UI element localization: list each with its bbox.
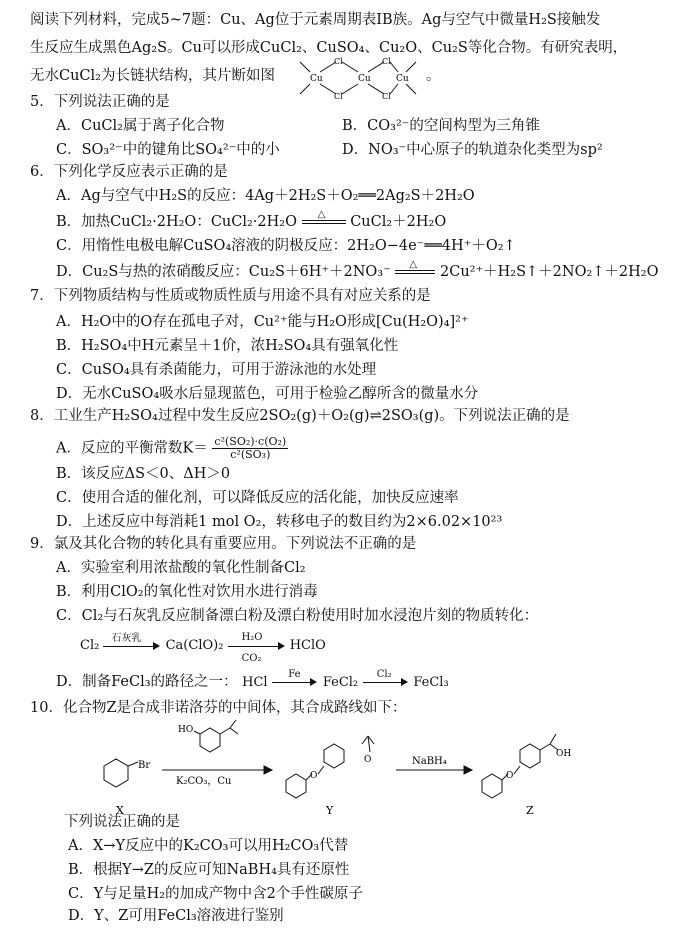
chain-cu-3: Cu bbox=[396, 74, 409, 84]
q6-b-right: CuCl₂＋2H₂O bbox=[350, 214, 447, 230]
y-label: Y bbox=[326, 804, 334, 817]
q6-stem: 6．下列化学反应表示正确的是 bbox=[30, 164, 228, 180]
arrow-label-co2: CO₂ bbox=[241, 652, 262, 664]
q9-c-arrow-1 bbox=[103, 632, 161, 653]
q9-stem: 9．氯及其化合物的转化具有重要应用。下列说法不正确的是 bbox=[30, 536, 417, 552]
q9-d-species-1: HCl bbox=[242, 675, 268, 690]
q6-option-d bbox=[56, 259, 659, 282]
fraction-denominator: c²(SO₃) bbox=[230, 448, 271, 461]
z-ether-o: O bbox=[506, 771, 514, 781]
q8-option-a bbox=[56, 436, 288, 461]
q7-option-d: D．无水CuSO₄吸水后显现蓝色，可用于检验乙醇所含的微量水分 bbox=[56, 386, 479, 402]
q10-option-a: A．X→Y反应中的K₂CO₃可以用H₂CO₃代替 bbox=[68, 838, 349, 854]
q6-option-b bbox=[56, 209, 447, 232]
reagent-k2co3-cu: K₂CO₃，Cu bbox=[176, 776, 232, 787]
x-benzene-ring bbox=[104, 759, 128, 787]
arrow-label-cl2: Cl₂ bbox=[376, 669, 392, 680]
q8-a-prefix: A．反应的平衡常数K＝ bbox=[56, 440, 208, 457]
q9-d-arrow-1 bbox=[272, 669, 318, 689]
q5-option-d: D．NO₃⁻中心原子的轨道杂化类型为sp² bbox=[342, 142, 603, 158]
z-ring-2 bbox=[520, 744, 540, 768]
q5-option-b: B．CO₃²⁻的空间构型为三角锥 bbox=[342, 118, 540, 134]
y-ether-o: O bbox=[310, 771, 318, 781]
q9-d-arrow-2 bbox=[363, 669, 409, 689]
q8-option-b: B．该反应ΔS＜0、ΔH＞0 bbox=[56, 466, 231, 482]
q10-option-b: B．根据Y→Z的反应可知NaBH₄具有还原性 bbox=[68, 862, 350, 878]
q9-c-species-2: Ca(ClO)₂ bbox=[165, 638, 224, 653]
chain-cl-1: Cl bbox=[334, 57, 343, 66]
q10-stem: 10．化合物Z是合成非诺洛芬的中间体，其合成路线如下： bbox=[30, 700, 407, 716]
intro-line-1: 阅读下列材料，完成5~7题：Cu、Ag位于元素周期表IB族。Ag与空气中微量H₂S接触发 bbox=[30, 12, 601, 28]
q8-a-fraction bbox=[212, 436, 288, 461]
x-br-label: Br bbox=[138, 760, 151, 771]
q6-option-c: C．用惰性电极电解CuSO₄溶液的阴极反应：2H₂O−4e⁻══4H⁺＋O₂↑ bbox=[56, 238, 516, 254]
q5-stem: 5．下列说法正确的是 bbox=[30, 94, 170, 110]
q9-d-species-3: FeCl₃ bbox=[413, 675, 449, 690]
y-carbonyl-o: O bbox=[364, 755, 372, 765]
reagent-benzene-ring bbox=[200, 728, 220, 752]
reagent-ho-label: HO bbox=[178, 725, 194, 735]
q7-option-c: C．CuSO₄具有杀菌能力，可用于游泳池的水处理 bbox=[56, 362, 377, 378]
chain-cl-3: Cl bbox=[382, 57, 391, 66]
q6-d-right: 2Cu²⁺＋H₂S↑＋2NO₂↑＋2H₂O bbox=[440, 264, 659, 280]
z-oh-label: OH bbox=[556, 749, 572, 759]
chain-cl-2: Cl bbox=[334, 92, 343, 100]
intro-line-3: 无水CuCl₂为长链状结构，其片断如图 bbox=[30, 68, 275, 84]
arrow-label-h2o: H₂O bbox=[241, 631, 263, 643]
heat-symbol-d: △ bbox=[409, 259, 418, 270]
y-ring-2 bbox=[324, 744, 344, 768]
heat-symbol: △ bbox=[317, 209, 326, 220]
q7-stem: 7．下列物质结构与性质或物质性质与用途不具有对应关系的是 bbox=[30, 288, 431, 304]
q10-option-c: C．Y与足量H₂的加成产物中含2个手性碳原子 bbox=[68, 886, 363, 902]
q10-option-d: D．Y、Z可用FeCl₃溶液进行鉴别 bbox=[68, 908, 284, 924]
q9-option-b: B．利用ClO₂的氧化性对饮用水进行消毒 bbox=[56, 584, 318, 600]
q9-c-species-3: HClO bbox=[289, 638, 326, 653]
y-ring-1 bbox=[286, 774, 306, 798]
x-label: X bbox=[116, 804, 124, 817]
reagent-nabh4: NaBH₄ bbox=[412, 756, 447, 767]
cucl2-chain-figure bbox=[298, 56, 418, 100]
arrow-label-fe: Fe bbox=[288, 669, 301, 680]
chain-cu-2: Cu bbox=[358, 74, 371, 84]
q6-d-left: D．Cu₂S与热的浓硝酸反应：Cu₂S＋6H⁺＋2NO₃⁻ bbox=[56, 264, 391, 280]
intro-line-2: 生反应生成黑色Ag₂S。Cu可以形成CuCl₂、CuSO₄、Cu₂O、Cu₂S等化合物。有研究表明， bbox=[30, 40, 628, 56]
q9-c-scheme bbox=[80, 631, 326, 664]
q9-c-arrow-2 bbox=[228, 631, 286, 664]
q8-option-d: D．上述反应中每消耗1 mol O₂，转移电子的数目约为2×6.02×10²³ bbox=[56, 514, 503, 530]
chain-cl-4: Cl bbox=[382, 92, 391, 100]
arrow-label-shihuiru: 石灰乳 bbox=[111, 632, 142, 644]
q8-option-c: C．使用合适的催化剂，可以降低反应的活化能，加快反应速率 bbox=[56, 490, 459, 506]
q9-option-c: C．Cl₂与石灰乳反应制备漂白粉及漂白粉使用时加水浸泡片刻的物质转化： bbox=[56, 608, 539, 624]
q9-d-species-2: FeCl₂ bbox=[322, 675, 359, 690]
exam-page: 阅读下列材料，完成5~7题：Cu、Ag位于元素周期表IB族。Ag与空气中微量H₂S接触发 生反应生成黑色Ag₂S。Cu可以形成CuCl₂、CuSO₄、Cu₂O、Cu₂S等化合物。有研究表明， 无水CuCl₂为长链状结构，其片断如图 Cu Cl Cl Cu Cl Cl Cu 。 5．下列说法正确的是 A．CuCl₂属于离子化合物 B．CO₃²⁻的空间构型为三角锥 C．SO₃²⁻中的键角比SO₄²⁻中的小 D．NO₃⁻中心原子的轨道杂化类型为sp² 6．下列化学反应表示正确的是 A．Ag与空气中H₂S的反应：4Ag＋2H₂S＋O₂══2Ag₂S＋2H₂O B．加热CuCl₂·2H₂O：CuCl₂·2H₂O △ CuCl₂＋2H₂O C．用惰性电极电解CuSO₄溶液的阴极反应：2H₂O−4e⁻══4H⁺＋O₂↑ D．Cu₂S与热的浓硝酸反应：Cu₂S＋6H⁺＋2NO₃⁻ △ 2Cu²⁺＋H₂S↑＋2NO₂↑＋2H₂O 7．下列物质结构与性质或物质性质与用途不具有对应关系的是 A．H₂O中的O存在孤电子对，Cu²⁺能与H₂O形成[Cu(H₂O)₄]²⁺ B．H₂SO₄中H元素呈＋1价，浓H₂SO₄具有强氧化性 C．CuSO₄具有杀菌能力，可用于游泳池的水处理 D．无水CuSO₄吸水后显现蓝色，可用于检验乙醇所含的微量水分 8．工业生产H₂SO₄过程中发生反应2SO₂(g)＋O₂(g)⇌2SO₃(g)。下列说法正确的是 A．反应的平衡常数K＝ $\frac{\text{c²(SO₂)·c(O₂)}}{\text{c²(SO₃)}}$ B．该反应ΔS＜0、ΔH＞0 C．使用合适的催化剂，可以降低反应的活化能，加快反应速率 D．上述反应中每消耗1 mol O₂，转移电子的数目约为2×6.02×10²³ 9．氯及其化合物的转化具有重要应用。下列说法不正确的是 A．实验室利用浓盐酸的氧化性制备Cl₂ B．利用ClO₂的氧化性对饮用水进行消毒 C．Cl₂与石灰乳反应制备漂白粉及漂白粉使用时加水浸泡片刻的物质转化： Cl₂ 石灰乳 Ca(ClO)₂ $\frac{\text{H₂O}}{\text{CO₂}}$ HClO D．制备FeCl₃的路径之一： HCl Fe FeCl₂ Cl₂ FeCl₃ 10．化合物Z是合成非诺洛芬的中间体，其合成路线如下： Br HO K₂CO₃，Cu O O NaBH₄ O OH X Y Z 下列说法正确的是 A．X→Y反应中的K₂CO₃可以用H₂CO₃代替 B．根据Y→Z的反应可知NaBH₄具有还原性 C．Y与足量H₂的加成产物中含2个手性碳原子 D．Y、Z可用FeCl₃溶液进行鉴别 bbox=[30, 12, 659, 924]
q9-option-d bbox=[56, 669, 449, 693]
z-label: Z bbox=[526, 804, 534, 817]
q7-option-b: B．H₂SO₄中H元素呈＋1价，浓H₂SO₄具有强氧化性 bbox=[56, 338, 399, 354]
q6-b-heat-arrow bbox=[302, 209, 346, 229]
z-ring-1 bbox=[482, 774, 502, 798]
chain-cu-1: Cu bbox=[310, 74, 323, 84]
q7-option-a: A．H₂O中的O存在孤电子对，Cu²⁺能与H₂O形成[Cu(H₂O)₄]²⁺ bbox=[56, 314, 469, 330]
q6-option-a: A．Ag与空气中H₂S的反应：4Ag＋2H₂S＋O₂══2Ag₂S＋2H₂O bbox=[56, 188, 475, 204]
q5-option-c: C．SO₃²⁻中的键角比SO₄²⁻中的小 bbox=[56, 142, 280, 158]
q10-reaction-scheme bbox=[90, 718, 610, 818]
q9-c-species-1: Cl₂ bbox=[80, 638, 100, 653]
q6-b-left: B．加热CuCl₂·2H₂O：CuCl₂·2H₂O bbox=[56, 214, 297, 230]
q6-d-heat-arrow bbox=[395, 259, 435, 279]
q9-option-a: A．实验室利用浓盐酸的氧化性制备Cl₂ bbox=[56, 560, 306, 576]
q10-sub-stem: 下列说法正确的是 bbox=[64, 814, 180, 830]
fraction-numerator: c²(SO₂)·c(O₂) bbox=[214, 435, 287, 448]
q5-option-a: A．CuCl₂属于离子化合物 bbox=[56, 118, 225, 134]
q8-stem: 8．工业生产H₂SO₄过程中发生反应2SO₂(g)＋O₂(g)⇌2SO₃(g)。下列说法正确的是 bbox=[30, 408, 570, 424]
q9-d-prefix: D．制备FeCl₃的路径之一： bbox=[56, 674, 238, 690]
